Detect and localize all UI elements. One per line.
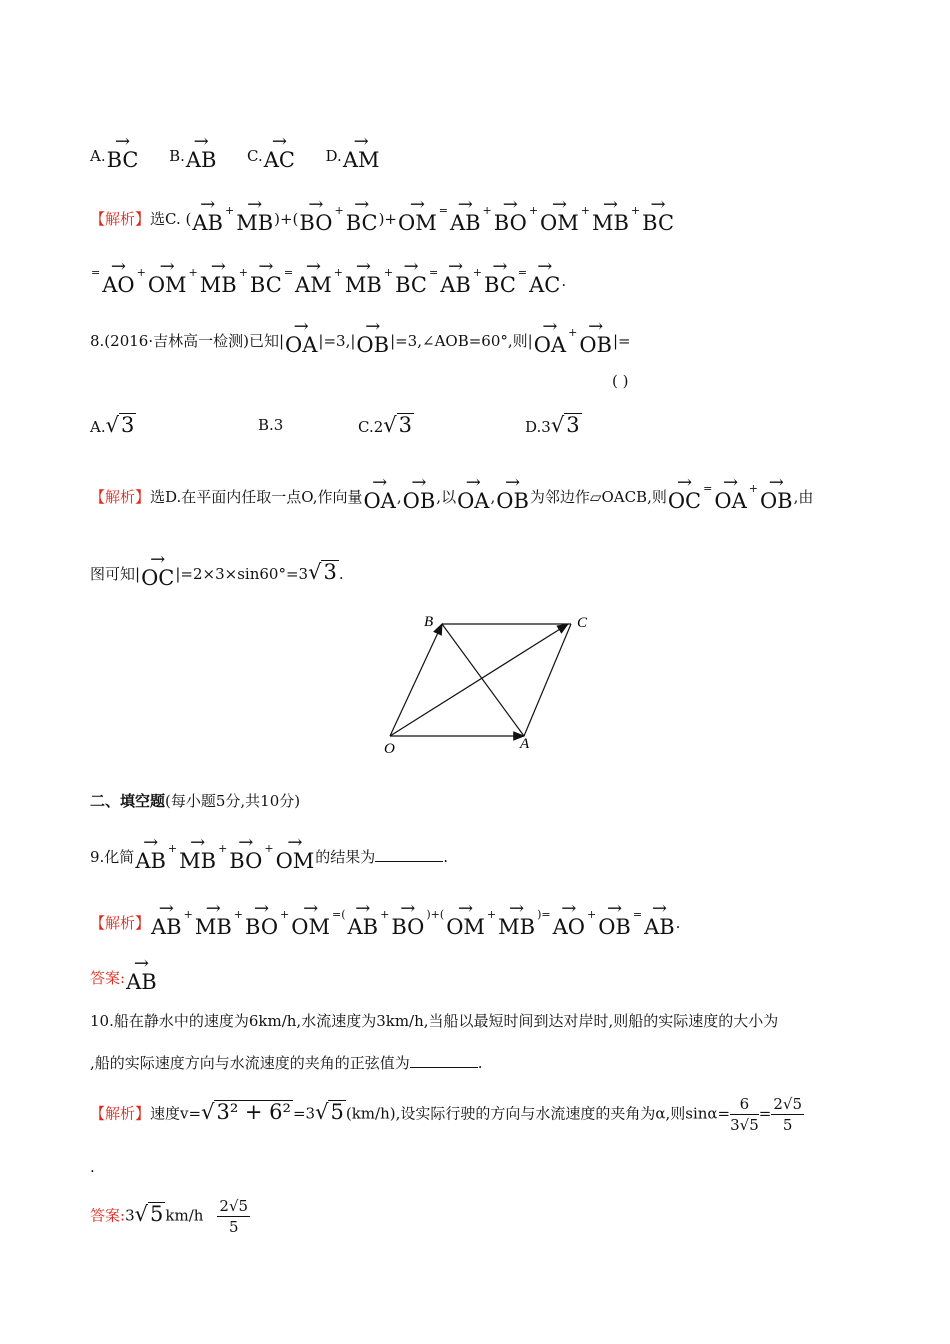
radicand: 3 — [323, 560, 337, 584]
sqrt: √5 — [315, 1099, 344, 1124]
vector: → BO — [494, 201, 527, 235]
vector: → AB — [151, 905, 182, 939]
q8-opt-b: B.3 — [258, 416, 284, 434]
q9-suffix: 的结果为 — [315, 848, 376, 866]
opt-c-label: C. — [247, 147, 263, 165]
vector: → BC — [346, 201, 378, 235]
vector: → BC — [250, 263, 282, 297]
opt-d-label: D. — [325, 147, 342, 165]
sqrt: √3 — [550, 413, 580, 437]
answer-label: 答案: — [90, 969, 126, 987]
vector: → BO — [391, 905, 424, 939]
solution-text: ,由 — [793, 488, 814, 506]
opt-a-label: A. — [90, 418, 106, 436]
vector: → OB — [356, 323, 389, 357]
vector: → BC — [107, 138, 139, 172]
vector: → AM — [343, 138, 380, 172]
vector: → OM — [446, 905, 485, 939]
fraction — [217, 1196, 250, 1237]
label-c: C — [577, 615, 588, 631]
vector: → AB — [186, 138, 217, 172]
fraction-numerator: 2√5 — [219, 1197, 249, 1215]
vector: → BC — [642, 201, 674, 235]
q8-answer-paren: ( ) — [612, 372, 629, 390]
answer-blank — [410, 1053, 478, 1068]
vector: → AB — [135, 839, 166, 873]
q9-stem: 9.化简→ AB+→ MB+→ BO+→ OM的结果为 . — [90, 834, 448, 873]
sqrt: √5 — [134, 1201, 164, 1226]
solution-text: 为邻边作▱OACB,则 — [529, 488, 667, 506]
vector: → OA — [457, 479, 489, 513]
vector: → OA — [534, 323, 566, 357]
edge-ba — [442, 624, 524, 736]
q8-opt-d — [525, 410, 582, 442]
solution-text: 速度v= — [150, 1104, 202, 1123]
radicand: 5 — [330, 1099, 344, 1124]
q10-stem-line1: 10.船在静水中的速度为6km/h,水流速度为3km/h,当船以最短时间到达对岸时,则船的实际速度的大小为 — [90, 1012, 779, 1030]
edge-ca — [524, 624, 571, 736]
vector-oc-line — [390, 624, 568, 736]
vector: → OB — [598, 905, 631, 939]
vector: → OM — [276, 839, 315, 873]
vector: → AC — [529, 263, 560, 297]
vector: → OC — [668, 479, 701, 513]
vector: → MB — [179, 839, 216, 873]
vector: → OB — [760, 479, 793, 513]
radicand: 3² + 6² — [216, 1099, 291, 1124]
answer-blank — [375, 847, 443, 862]
vector: → MB — [345, 263, 382, 297]
vector: → AC — [264, 138, 295, 172]
q9-answer — [90, 960, 158, 994]
q7-options — [90, 138, 380, 172]
solution-text: 选D.在平面内任取一点O,作向量 — [150, 488, 363, 506]
q7-solution-line1: 【解析】选C. (→ AB+→ MB)+(→ BO+→ BC)+→ OM=→ AB+→ BO+→ OM+→ MB+→ BC — [90, 196, 675, 235]
vector: → OA — [714, 479, 746, 513]
vector: → MB — [236, 201, 273, 235]
vector: → BO — [245, 905, 278, 939]
label-o: O — [384, 741, 395, 757]
vector: → OM — [291, 905, 330, 939]
vector: → BC — [484, 263, 516, 297]
vector: → OA — [363, 479, 395, 513]
q10-stem-line2: ,船的实际速度方向与水流速度的夹角的正弦值为 . — [90, 1054, 483, 1072]
section-note: (每小题5分,共10分) — [165, 792, 301, 810]
vector: → AB — [440, 263, 471, 297]
analysis-tag: 【解析】 — [90, 210, 151, 228]
vector: → OB — [403, 479, 436, 513]
q10-solution-period: . — [90, 1158, 95, 1176]
q10-stem-text: ,船的实际速度方向与水流速度的夹角的正弦值为 — [90, 1054, 410, 1072]
vector: → OM — [148, 263, 187, 297]
solution-text: 图可知| — [90, 565, 141, 583]
vector: → MB — [200, 263, 237, 297]
fraction-numerator: 6 — [730, 1094, 759, 1115]
fraction-denominator: 5 — [228, 1218, 239, 1236]
solution-text: (km/h),设实际行驶的方向与水流速度的夹角为α,则sinα= — [345, 1104, 731, 1123]
analysis-tag: 【解析】 — [90, 914, 151, 932]
opt-b-label: B. — [169, 147, 185, 165]
vector: → BO — [299, 201, 332, 235]
radicand: 3 — [566, 413, 580, 437]
vector: → OM — [540, 201, 579, 235]
vector: → AB — [348, 905, 379, 939]
fraction-denominator: 3√5 — [730, 1116, 759, 1134]
q8-stem-prefix: 8.(2016·吉林高一检测)已知| — [90, 332, 285, 350]
q8-solution-line2: 图可知|→ OC|=2×3×sin60°=3√3 . — [90, 556, 344, 590]
opt-d-label: D.3 — [525, 418, 551, 436]
vector: → AM — [295, 263, 332, 297]
solution-intro: 选C. — [150, 210, 181, 228]
vector: → OC — [141, 556, 174, 590]
vector: → AB — [192, 201, 223, 235]
vector: → MB — [592, 201, 629, 235]
q8-stem: 8.(2016·吉林高一检测)已知|→ OA|=3,|→ OB|=3,∠AOB=60°,则|→ OA+→ OB|= — [90, 318, 631, 357]
solution-text: ,以 — [436, 488, 457, 506]
solution-text: =3 — [292, 1104, 316, 1123]
q10-answer — [90, 1196, 250, 1237]
solution-text: |=2×3×sin60°=3 — [175, 565, 309, 583]
analysis-tag: 【解析】 — [90, 1104, 151, 1123]
fraction — [771, 1094, 804, 1135]
analysis-tag: 【解析】 — [90, 488, 151, 506]
q10-solution: 【解析】速度v=√3² + 6² =3√5 (km/h),设实际行驶的方向与水流速度的夹角为α,则sinα= $\frac{6}{3√5}$ = $\frac{2√5}{5}$ — [90, 1095, 803, 1134]
section-heading — [90, 786, 300, 816]
q8-opt-a — [90, 410, 136, 442]
vector: → AO — [553, 905, 585, 939]
q7-solution-line2: =→ AO+→ OM+→ MB+→ BC=→ AM+→ MB+→ BC=→ AB+→ BC=→ AC. — [90, 258, 566, 297]
section-title: 二、填空题 — [90, 792, 166, 810]
vector: → AB — [644, 905, 675, 939]
sqrt: √3 — [308, 560, 337, 584]
parallelogram-diagram — [378, 610, 598, 758]
vector: → MB — [498, 905, 535, 939]
vector: → OA — [285, 323, 317, 357]
sqrt: √3² + 6² — [201, 1099, 291, 1124]
q8-stem-text: |= — [612, 332, 631, 350]
fraction — [730, 1094, 759, 1135]
vector: → OB — [579, 323, 612, 357]
q8-stem-text: |=3,| — [318, 332, 356, 350]
q9-prefix: 9.化简 — [90, 848, 135, 866]
q8-stem-text: |=3,∠AOB=60°,则| — [390, 332, 533, 350]
vector: → AB — [450, 201, 481, 235]
opt-c-label: C.2 — [358, 418, 384, 436]
sqrt: √3 — [383, 413, 413, 437]
vector: → AB — [126, 960, 157, 994]
vector: → OM — [398, 201, 437, 235]
q8-solution-line1: 【解析】选D.在平面内任取一点O,作向量→ OA,→ OB,以→ OA,→ OB为邻边作▱OACB,则→ OC=→ OA+→ OB,由 — [90, 474, 813, 513]
vector: → OB — [496, 479, 529, 513]
q9-solution: 【解析】→ AB+→ MB+→ BO+→ OM=(→ AB+→ BO)+(→ OM+→ MB)=→ AO+→ OB=→ AB. — [90, 900, 680, 939]
vector: → AO — [102, 263, 134, 297]
fraction-denominator: 5 — [782, 1116, 793, 1134]
fraction-numerator: 2√5 — [773, 1095, 803, 1113]
answer-text: 3 — [125, 1206, 135, 1225]
vector: → MB — [195, 905, 232, 939]
answer-label: 答案: — [90, 1206, 126, 1225]
vector: → BC — [395, 263, 427, 297]
radicand: 3 — [398, 413, 413, 437]
label-b: B — [424, 614, 434, 630]
label-a: A — [520, 736, 530, 752]
sqrt: √3 — [105, 413, 135, 437]
q8-opt-c — [358, 410, 414, 442]
vector: → BO — [229, 839, 262, 873]
opt-a-label: A. — [90, 147, 106, 165]
radicand: 3 — [121, 413, 135, 437]
radicand: 5 — [150, 1201, 164, 1226]
answer-unit: km/h — [165, 1206, 204, 1225]
